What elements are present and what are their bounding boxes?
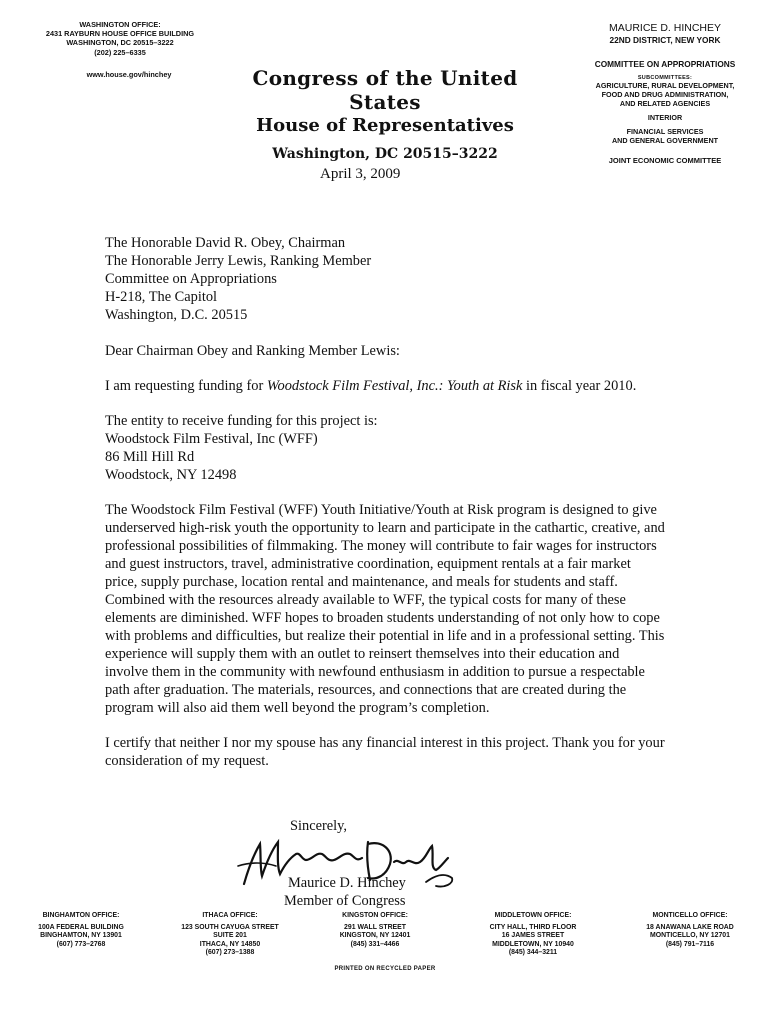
request-text: I am requesting funding for bbox=[105, 378, 267, 394]
addressee-line: H-218, The Capitol bbox=[105, 289, 218, 305]
request-text: in fiscal year 2010. bbox=[522, 378, 637, 394]
washington-office-phone: (202) 225–6335 bbox=[94, 47, 146, 57]
subcommittee-line: AND RELATED AGENCIES bbox=[619, 99, 711, 108]
certification-paragraph: I certify that neither I nor my spouse has any financial interest in this project. Thank you for your consideration of my request. bbox=[105, 735, 665, 769]
masthead-city: Washington, DC 20515–3222 bbox=[272, 146, 498, 162]
subcommittee-line: FINANCIAL SERVICES bbox=[626, 127, 704, 136]
letter-date: April 3, 2009 bbox=[320, 166, 401, 182]
office-title: KINGSTON OFFICE: bbox=[342, 912, 408, 919]
office-line: (845) 791–7116 bbox=[665, 940, 715, 948]
office-line: KINGSTON, NY 12401 bbox=[339, 932, 411, 940]
recycled-paper-note: PRINTED ON RECYCLED PAPER bbox=[334, 966, 436, 972]
addressee-line: The Honorable David R. Obey, Chairman bbox=[105, 235, 346, 251]
project-description: The Woodstock Film Festival (WFF) Youth Initiative/Youth at Risk program is designed to give underserved high-risk youth the opportunity to learn and participate in the cathartic, creative, and professional possibilities of filmmaking. The money will contribute to fair wages for instructors and guest instructors, travel, administrative coordination, equipment rentals at a fair market price, supply purchase, location rental and maintenance, and meals for students and staff. Combined with the resources already available to WFF, the typical costs for many of these elements are diminished. WFF hopes to broaden students understanding of not only how to cope with problems and difficulties, but realize their potential in life and in a professional setting. This experience will supply them with an outlet to reinsert themselves into their education and involve them in the community with newfound enthusiasm in addition to pursue a respectable path after graduation. The materials, resources, and connections that are created during the program will also aid them well beyond the program’s completion. bbox=[105, 502, 665, 716]
closing: Sincerely, bbox=[290, 818, 348, 834]
office-title: MONTICELLO OFFICE: bbox=[652, 912, 728, 919]
office-line: (845) 344–3211 bbox=[508, 948, 558, 956]
addressee-block bbox=[105, 234, 665, 324]
subcommittee-line: FOOD AND DRUG ADMINISTRATION, bbox=[601, 90, 729, 99]
salutation: Dear Chairman Obey and Ranking Member Lewis: bbox=[105, 343, 400, 359]
district-office-binghamton bbox=[16, 912, 146, 949]
addressee-line: The Honorable Jerry Lewis, Ranking Member bbox=[105, 253, 372, 269]
signer-name: Maurice D. Hinchey bbox=[288, 875, 406, 891]
committee-name: COMMITTEE ON APPROPRIATIONS bbox=[594, 59, 736, 69]
office-line: (845) 331–4466 bbox=[350, 940, 400, 948]
subcommittees-label: SUBCOMMITTEES: bbox=[637, 75, 693, 81]
signature-block bbox=[230, 818, 470, 918]
subcommittee-line: AND GENERAL GOVERNMENT bbox=[611, 136, 719, 145]
entity-line: Woodstock, NY 12498 bbox=[105, 467, 237, 483]
signer-title: Member of Congress bbox=[284, 893, 406, 909]
member-info-block bbox=[570, 22, 760, 165]
subcommittee-interior: INTERIOR bbox=[647, 113, 683, 122]
office-line: 291 WALL STREET bbox=[344, 924, 406, 932]
joint-economic-committee: JOINT ECONOMIC COMMITTEE bbox=[608, 156, 722, 165]
addressee-line: Washington, D.C. 20515 bbox=[105, 307, 248, 323]
office-line: ITHACA, NY 14850 bbox=[199, 940, 261, 948]
member-name: MAURICE D. HINCHEY bbox=[608, 22, 721, 34]
district-office-kingston bbox=[320, 912, 430, 949]
district-office-ithaca bbox=[170, 912, 290, 957]
office-title: ITHACA OFFICE: bbox=[202, 912, 258, 919]
entity-line: Woodstock Film Festival, Inc (WFF) bbox=[105, 431, 318, 447]
washington-office-address-line: 2431 RAYBURN HOUSE OFFICE BUILDING bbox=[45, 29, 195, 39]
office-line: BINGHAMTON, NY 13901 bbox=[40, 932, 122, 940]
office-line: 123 SOUTH CAYUGA STREET bbox=[181, 924, 279, 932]
entity-line: 86 Mill Hill Rd bbox=[105, 449, 195, 465]
office-line: CITY HALL, THIRD FLOOR bbox=[489, 924, 577, 932]
addressee-line: Committee on Appropriations bbox=[105, 271, 277, 287]
office-line: 18 ANAWANA LAKE ROAD bbox=[646, 924, 734, 932]
office-line: 100A FEDERAL BUILDING bbox=[38, 924, 124, 932]
entity-block bbox=[105, 412, 665, 484]
letter-body bbox=[105, 234, 665, 787]
office-line: 16 JAMES STREET bbox=[501, 932, 565, 940]
office-title: BINGHAMTON OFFICE: bbox=[42, 912, 120, 919]
project-name: Woodstock Film Festival, Inc.: Youth at Risk bbox=[266, 378, 523, 394]
washington-office-title: WASHINGTON OFFICE: bbox=[79, 20, 161, 29]
website-text: www.house.gov/hinchey bbox=[86, 69, 172, 79]
office-line: MIDDLETOWN, NY 10940 bbox=[492, 940, 574, 948]
office-line: (607) 273–1388 bbox=[205, 948, 255, 956]
letterhead-masthead bbox=[220, 66, 550, 162]
masthead-congress: Congress of the United States bbox=[252, 66, 518, 114]
funding-request-paragraph bbox=[105, 377, 665, 395]
entity-intro: The entity to receive funding for this project is: bbox=[105, 413, 378, 429]
washington-office-address-line: WASHINGTON, DC 20515–3222 bbox=[66, 38, 174, 48]
masthead-house: House of Representatives bbox=[256, 115, 514, 136]
office-line: (607) 773–2768 bbox=[56, 940, 106, 948]
washington-office-block bbox=[20, 20, 220, 79]
office-line: SUITE 201 bbox=[213, 932, 247, 940]
district-office-monticello bbox=[622, 912, 758, 949]
member-district: 22ND DISTRICT, NEW YORK bbox=[609, 35, 721, 45]
office-line: MONTICELLO, NY 12701 bbox=[650, 932, 730, 940]
subcommittee-line: AGRICULTURE, RURAL DEVELOPMENT, bbox=[595, 81, 735, 90]
district-office-middletown bbox=[468, 912, 598, 957]
office-title: MIDDLETOWN OFFICE: bbox=[494, 912, 572, 919]
